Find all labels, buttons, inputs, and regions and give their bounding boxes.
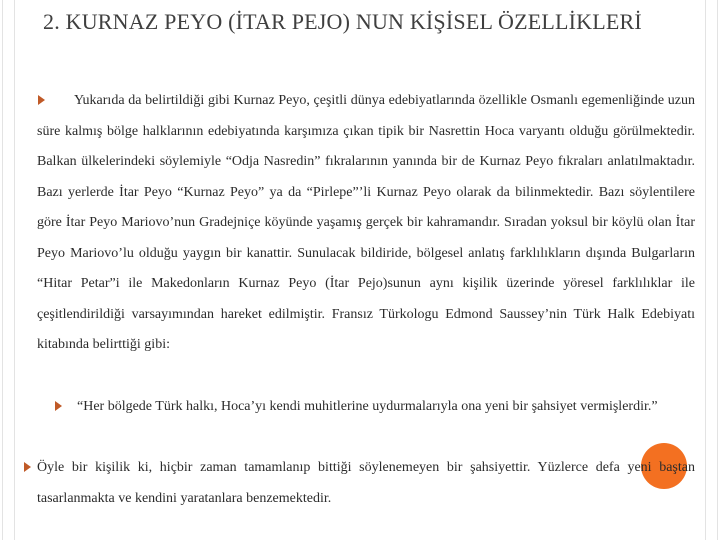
bullet-arrow-icon [24, 462, 31, 472]
paragraph-3: Öyle bir kişilik ki, hiçbir zaman tamamlanıp bittiği söylenemeyen bir şahsiyettir. Yüzlerce defa yeni baştan tasarlanmakta ve kendini yaratanlara benzemektedir. [37, 460, 695, 506]
slide-title: 2. KURNAZ PEYO (İTAR PEJO) NUN KİŞİSEL ÖZELLİKLERİ [43, 9, 642, 34]
paragraph-1: Yukarıda da belirtildiği gibi Kurnaz Peyo, çeşitli dünya edebiyatlarında özellikle Osmanlı egemenliğinde uzun süre kalmış bölge halklarının edebiyatında karşımıza çıkan tipik bir Nasrettin Hoca varyantı olduğu görülmektedir. Balkan ülkelerindeki söylemiyle “Odja Nasredin” fıkralarının yanında bir de Kurnaz Peyo fıkraları anlatılmaktadır. Bazı yerlerde İtar Peyo “Kurnaz Peyo” ya da “Pirlepe”’li Kurnaz Peyo olarak da bilinmektedir. Bazı söylentilere göre İtar Peyo Mariovo’nun Gradejniçe köyünde yaşamış gerçek bir kahramandır. Sıradan yoksul bir köylü olan İtar Peyo Mariovo’lu olduğu yaygın bir kanattir. Sunulacak bildiride, bölgesel anlatış farklılıkların dışında Bulgarların “Hitar Petar”i ile Makedonların Kurnaz Peyo (İtar Pejo)sunun aynı kişilik üzerinde yöresel farklılıklar ile çeşitlendirildiği varsayımından hareket edilmiştir. Fransız Türkologu Edmond Saussey’nin Türk Halk Edebiyatı kitabında belirttiği gibi: [37, 93, 695, 352]
paragraph-quote: “Her bölgede Türk halkı, Hoca’yı kendi muhitlerine uydurmalarıyla ona yeni bir şahsiyet vermişlerdir.” [77, 399, 658, 414]
